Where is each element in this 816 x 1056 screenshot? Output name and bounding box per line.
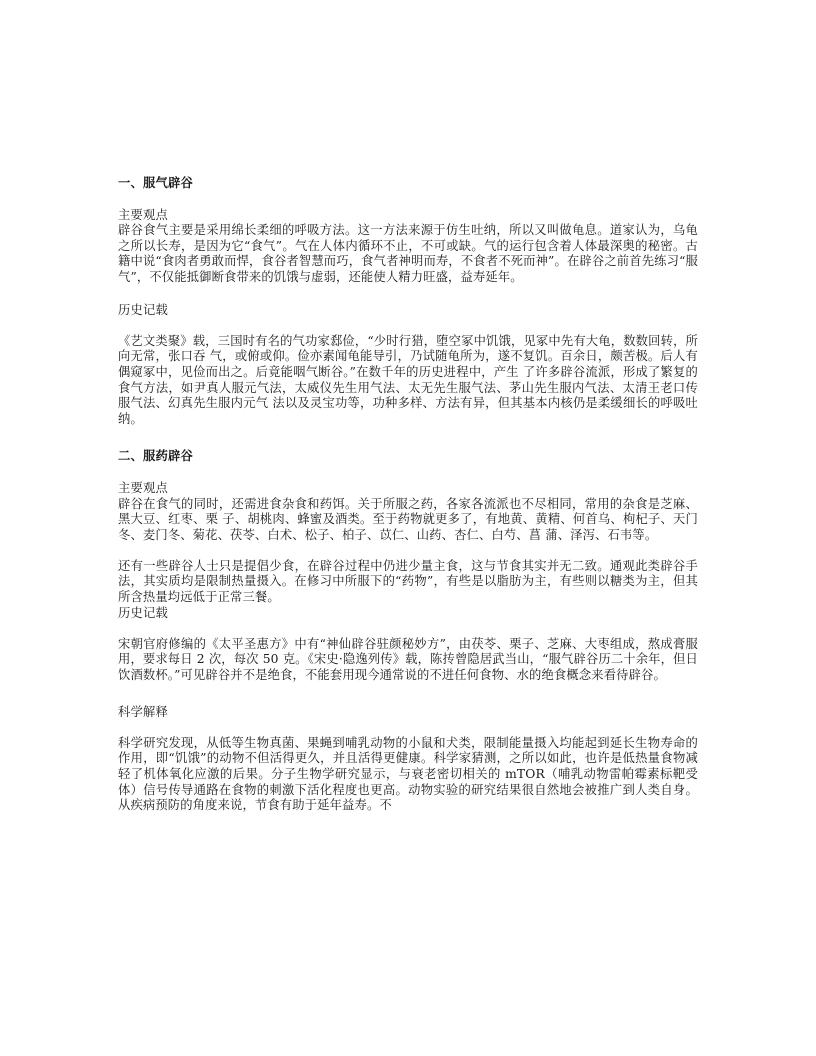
paragraph-scientific-explanation: 科学研究发现，从低等生物真菌、果蝇到哺乳动物的小鼠和犬类，限制能量摄入均能起到延长生物寿命的作用，即“饥饿”的动物不但活得更久，并且活得更健康。科学家猜测，之所以如此，也许是低热量食物减轻了机体氧化应激的后果。分子生物学研究显示，与衰老密切相关的 mTOR（哺乳动物雷帕霉素标靶受体）信号传导通路在食物的刺激下活化程度也更高。动物实验的研究结果很自然地会被推广到人类自身。从疾病预防的角度来说，节食有助于延年益寿。不 <box>118 735 698 813</box>
subheading-main-viewpoint-1: 主要观点 <box>118 207 168 222</box>
paragraph-historical-record-2: 宋朝官府修编的《太平圣惠方》中有“神仙辟谷驻颜秘妙方”，由茯苓、栗子、芝麻、大枣组成，熬成膏服用，要求每日 2 次，每次 50 克。《宋史·隐逸列传》载，陈抟曾隐居武当山，“服气辟谷历二十余年，但日饮酒数杯。”可见辟谷并不是绝食，不能套用现今通常说的不进任何食物、水的绝食概念来看待辟谷。 <box>118 636 698 683</box>
section-heading-2: 二、服药辟谷 <box>118 448 193 464</box>
document-body <box>118 175 698 814</box>
spacer <box>118 621 698 637</box>
spacer <box>118 286 698 303</box>
paragraph-moderate-fasting: 还有一些辟谷人士只是提倡少食，在辟谷过程中仍进少量主食，这与节食其实并无二致。通观此类辟谷手法，其实质均是限制热量摄入。在修习中所服下的“药物”，有些是以脂肪为主，有些则以糖类为主，但其所含热量均远低于正常三餐。 <box>118 558 698 605</box>
paragraph-historical-record-1: 《艺文类聚》载，三国时有名的气功家郄俭，“少时行猎，堕空冢中饥饿，见冢中先有大龟，数数回转，所向无常，张口吞 气，或俯或仰。俭亦素闻龟能导引，乃试随龟所为，遂不复饥。百余日，颇苦极。后人有偶窥冢中，见俭而出之。后竟能咽气断谷。”在数千年的历史进程中，产生 了许多辟谷流派，形成了繁复的食气方法，如尹真人服元气法，太威仪先生用气法、太无先生服气法、茅山先生服内气法、太清王老口传服气法、幻真先生服内元气 法以及灵宝功等，功种多样、方法有异，但其基本内核仍是柔缓细长的呼吸吐纳。 <box>118 333 698 426</box>
paragraph-main-viewpoint-1: 辟谷食气主要是采用绵长柔细的呼吸方法。这一方法来源于仿生吐纳，所以又叫做龟息。道家认为，乌龟之所以长寿，是因为它“食气”。气在人体内循环不止，不可或缺。气的运行包含着人体最深奥的秘密。古籍中说“食肉者勇敢而悍，食谷者智慧而巧，食气者神明而寿，不食者不死而神”。在辟谷之前首先练习“服气”，不仅能抵御断食带来的饥饿与虚弱，还能使人精力旺盛，益寿延年。 <box>118 223 698 284</box>
subheading-main-viewpoint-2: 主要观点 <box>118 480 168 495</box>
section-heading-1: 一、服气辟谷 <box>118 175 193 190</box>
spacer <box>118 543 698 559</box>
spacer <box>118 720 698 736</box>
subheading-scientific-explanation: 科学解释 <box>118 704 168 719</box>
paragraph-main-viewpoint-2: 辟谷在食气的同时，还需进食杂食和药饵。关于所服之药，各家各流派也不尽相同，常用的杂食是芝麻、黑大豆、红枣、栗 子、胡桃肉、蜂蜜及酒类。至于药物就更多了，有地黄、黄精、何首乌、枸杞子、天门冬、麦门冬、菊花、茯苓、白术、松子、柏子、苡仁、山药、杏仁、白芍、菖 蒲、泽泻、石韦等。 <box>118 496 698 542</box>
subheading-historical-record-2: 历史记载 <box>118 605 168 620</box>
subheading-historical-record-1: 历史记载 <box>118 302 168 317</box>
spacer <box>118 427 698 448</box>
spacer <box>118 684 698 705</box>
spacer <box>118 318 698 334</box>
